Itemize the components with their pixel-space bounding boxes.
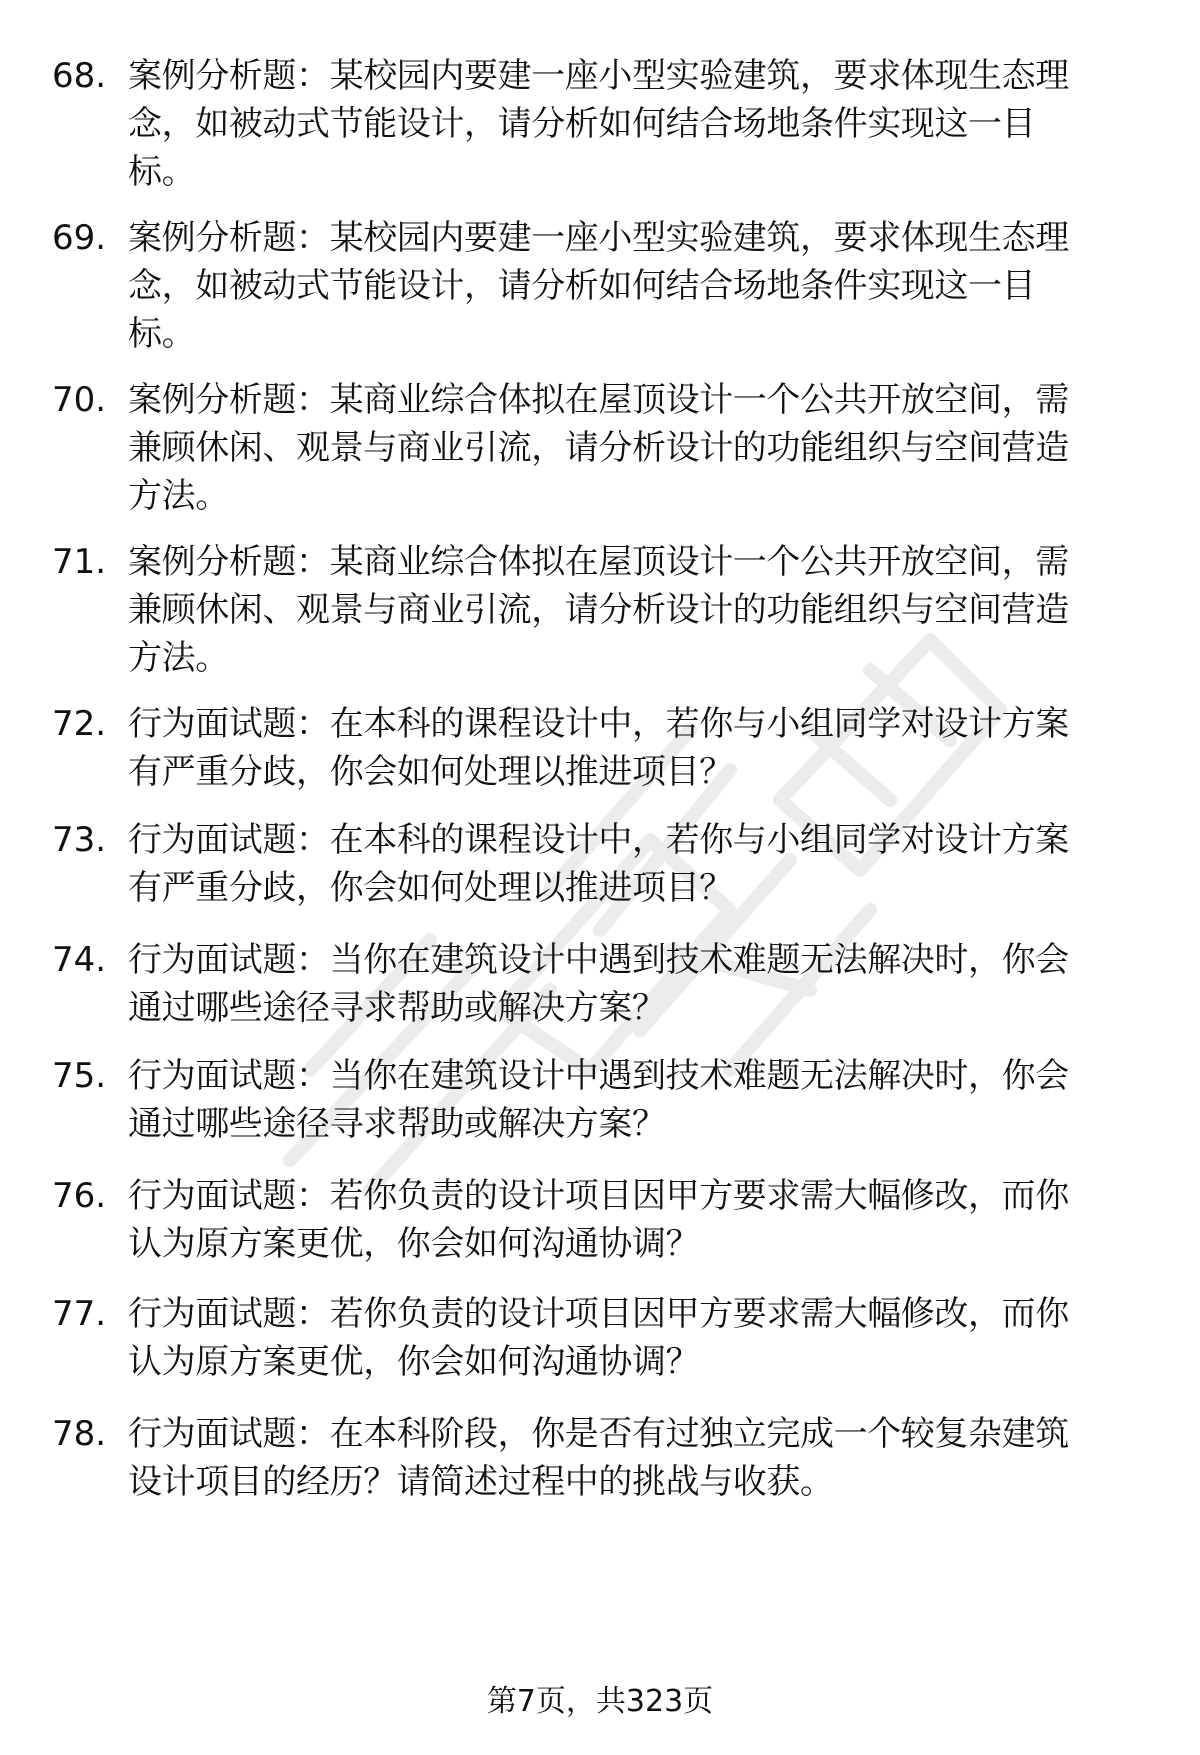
question-text-line: 通过哪些途径寻求帮助或解决方案？ — [128, 1104, 666, 1144]
question-text-line: 兼顾休闲、观景与商业引流，请分析设计的功能组织与空间营造 — [128, 590, 1069, 630]
question-text-line: 案例分析题：某校园内要建一座小型实验建筑，要求体现生态理 — [128, 56, 1069, 96]
question-number: 76. — [52, 1176, 107, 1216]
question-text-line: 方法。 — [128, 476, 229, 516]
question-text-line: 通过哪些途径寻求帮助或解决方案？ — [128, 988, 666, 1028]
question-text-line: 标。 — [128, 314, 196, 354]
question-text-line: 行为面试题：在本科的课程设计中，若你与小组同学对设计方案 — [128, 820, 1069, 860]
question-text-line: 标。 — [128, 152, 196, 192]
question-number: 77. — [52, 1294, 107, 1334]
question-number: 70. — [52, 380, 107, 420]
question-number: 78. — [52, 1414, 107, 1454]
question-text-line: 认为原方案更优，你会如何沟通协调？ — [128, 1224, 700, 1264]
question-text-line: 有严重分歧，你会如何处理以推进项目？ — [128, 752, 733, 792]
question-text-line: 案例分析题：某商业综合体拟在屋顶设计一个公共开放空间，需 — [128, 542, 1069, 582]
question-text-line: 案例分析题：某校园内要建一座小型实验建筑，要求体现生态理 — [128, 218, 1069, 258]
question-number: 69. — [52, 218, 107, 258]
question-number: 73. — [52, 820, 107, 860]
question-text-line: 方法。 — [128, 638, 229, 678]
question-text-line: 行为面试题：当你在建筑设计中遇到技术难题无法解决时，你会 — [128, 940, 1069, 980]
question-number: 75. — [52, 1056, 107, 1096]
question-text-line: 行为面试题：当你在建筑设计中遇到技术难题无法解决时，你会 — [128, 1056, 1069, 1096]
page-number-footer: 第7页，共323页 — [486, 1684, 714, 1719]
question-text-line: 行为面试题：若你负责的设计项目因甲方要求需大幅修改，而你 — [128, 1176, 1069, 1216]
question-text-line: 念，如被动式节能设计，请分析如何结合场地条件实现这一目 — [128, 266, 1036, 306]
question-text-line: 行为面试题：若你负责的设计项目因甲方要求需大幅修改，而你 — [128, 1294, 1069, 1334]
question-text-line: 行为面试题：在本科的课程设计中，若你与小组同学对设计方案 — [128, 704, 1069, 744]
question-text-line: 认为原方案更优，你会如何沟通协调？ — [128, 1342, 700, 1382]
question-text-line: 有严重分歧，你会如何处理以推进项目？ — [128, 868, 733, 908]
question-number: 74. — [52, 940, 107, 980]
question-text-line: 兼顾休闲、观景与商业引流，请分析设计的功能组织与空间营造 — [128, 428, 1069, 468]
question-text-line: 案例分析题：某商业综合体拟在屋顶设计一个公共开放空间，需 — [128, 380, 1069, 420]
question-number: 72. — [52, 704, 107, 744]
question-number: 71. — [52, 542, 107, 582]
question-text-line: 行为面试题：在本科阶段，你是否有过独立完成一个较复杂建筑 — [128, 1414, 1069, 1454]
question-text-line: 念，如被动式节能设计，请分析如何结合场地条件实现这一目 — [128, 104, 1036, 144]
question-number: 68. — [52, 56, 107, 96]
question-text-line: 设计项目的经历？请简述过程中的挑战与收获。 — [128, 1462, 834, 1502]
